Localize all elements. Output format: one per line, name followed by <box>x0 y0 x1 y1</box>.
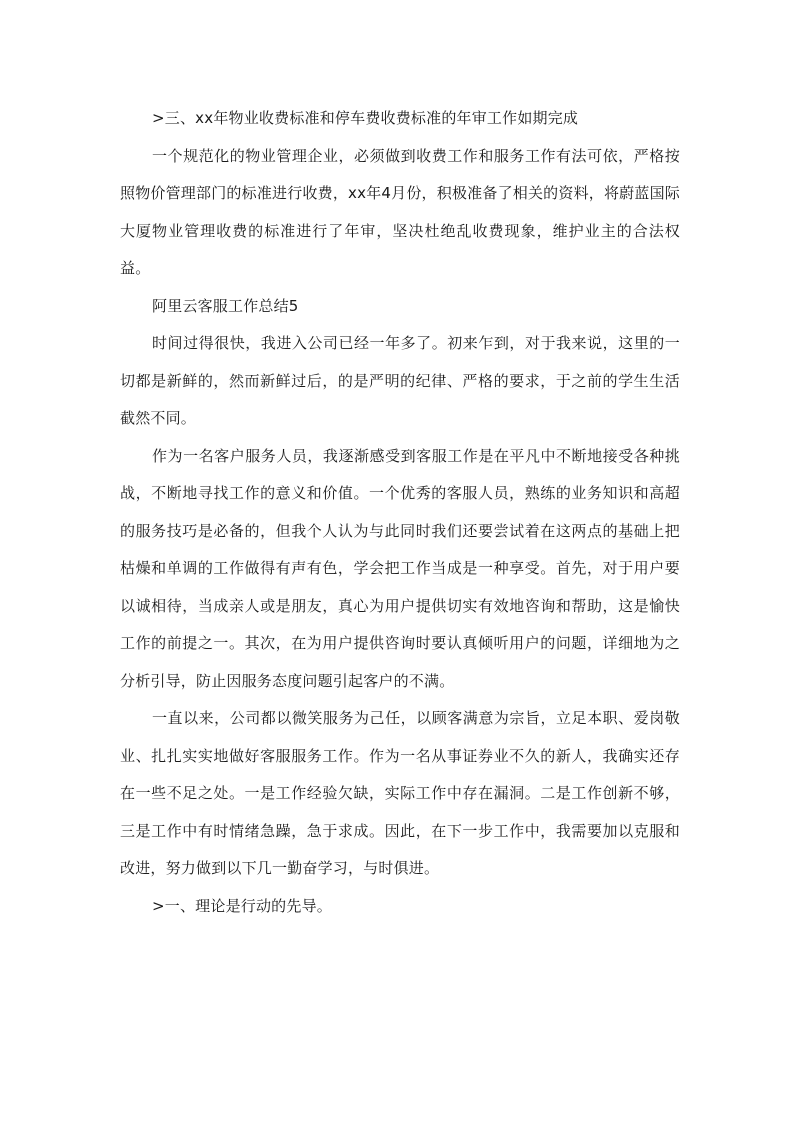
document-body <box>120 100 680 925</box>
paragraph-shortcomings: 一直以来，公司都以微笑服务为己任，以顾客满意为宗旨，立足本职、爱岗敬业、扎扎实实地做好客服服务工作。作为一名从事证券业不久的新人，我确实还存在一些不足之处。一是工作经验欠缺，实际工作中存在漏洞。二是工作创新不够，三是工作中有时情绪急躁，急于求成。因此，在下一步工作中，我需要加以克服和改进，努力做到以下几一勤奋学习，与时俱进。 <box>120 709 680 877</box>
paragraph-time-flies: 时间过得很快，我进入公司已经一年多了。初来乍到，对于我来说，这里的一切都是新鲜的，然而新鲜过后，的是严明的纪律、严格的要求，于之前的学生生活截然不同。 <box>120 334 680 427</box>
paragraph-fee-standards: 一个规范化的物业管理企业，必须做到收费工作和服务工作有法可依，严格按照物价管理部门的标准进行收费，xx年4月份，积极准备了相关的资料，将蔚蓝国际大厦物业管理收费的标准进行了年审，坚决杜绝乱收费现象，维护业主的合法权益。 <box>120 146 680 277</box>
section-heading-annual-review: >三、xx年物业收费标准和停车费收费标准的年审工作如期完成 <box>152 109 579 127</box>
paragraph-customer-service-role: 作为一名客户服务人员，我逐渐感受到客服工作是在平凡中不断地接受各种挑战，不断地寻找工作的意义和价值。一个优秀的客服人员，熟练的业务知识和高超的服务技巧是必备的，但我个人认为与此同时我们还要尝试着在这两点的基础上把枯燥和单调的工作做得有声有色，学会把工作当成是一种享受。首先，对于用户要以诚相待，当成亲人或是朋友，真心为用户提供切实有效地咨询和帮助，这是愉快工作的前提之一。其次，在为用户提供咨询时要认真倾听用户的问题，详细地为之分析引导，防止因服务态度问题引起客户的不满。 <box>120 446 680 690</box>
section-heading-theory: >一、理论是行动的先导。 <box>152 896 332 915</box>
section-heading-summary-5: 阿里云客服工作总结5 <box>152 296 299 315</box>
